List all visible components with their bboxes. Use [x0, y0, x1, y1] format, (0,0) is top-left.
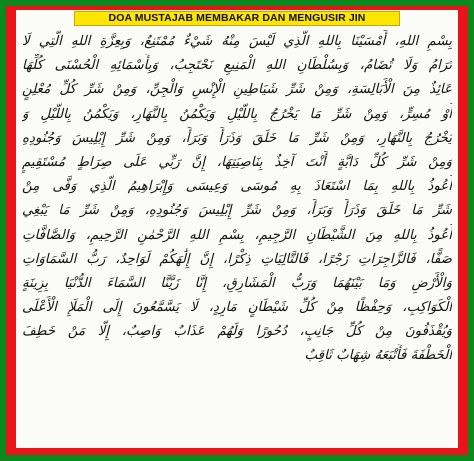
text-line: تُرَامُ وَلَا تُضَامُ، وَبِسُلْطَانِ اللهِ الْمَنِيعِ نَحْتَجِبُ، وَبِأَسْمَائِهِ الْحُسْنَى كُلِّهَا — [22, 58, 452, 74]
text-line: وَالْأَرْضِ وَمَا بَيْنَهُمَا وَرَبُّ الْمَشَارِقِ، إِنَّا زَيَّنَّا السَّمَاءَ الدُّنْيَا بِزِينَةٍ — [22, 275, 452, 291]
scanned-page — [16, 10, 458, 448]
page-title: DOA MUSTAJAB MEMBAKAR DAN MENGUSIR JIN — [74, 11, 400, 26]
text-line: أَوْ مُسِرٍّ، وَمِنْ شَرِّ مَا يَخْرُجُ بِاللَّيْلِ وَيَكْمُنُ بِالنَّهَارِ، وَيَكْمُنُ بِاللَّيْلِ وَ — [22, 106, 452, 122]
text-line: الْكَوَاكِبِ، وَحِفْظًا مِنْ كُلِّ شَيْطَانٍ مَارِدٍ، لَا يَسَّمَّعُونَ إِلَى الْمَلَإِ الْأَعْلَى — [22, 300, 452, 316]
text-line: أَعُوذُ بِاللهِ مِنَ الشَّيْطَانِ الرَّجِيمِ، بِسْمِ اللهِ الرَّحْمٰنِ الرَّحِيمِ، وَالصَّافَّاتِ — [22, 227, 452, 243]
text-line: صَفًّا، فَالزَّاجِرَاتِ زَجْرًا، فَالتَّالِيَاتِ ذِكْرًا، إِنَّ إِلَٰهَكُمْ لَوَاحِدٌ، رَبُّ السَّمَاوَاتِ — [22, 251, 452, 267]
text-line: الْخَطْفَةَ فَأَتْبَعَهُ شِهَابٌ ثَاقِبٌ — [304, 348, 452, 364]
text-line: شَرِّ مَا خَلَقَ وَذَرَأَ وَبَرَأَ، وَمِنْ شَرِّ إِبْلِيسَ وَجُنُودِهِ، وَمِنْ شَرِّ مَا يَبْغِي — [22, 203, 452, 219]
text-line: بِسْمِ اللهِ، أَمْسَيْنَا بِاللهِ الَّذِي لَيْسَ مِنْهُ شَيْءٌ مُمْتَنِعٌ، وَبِعِزَّةِ اللهِ الَّتِي لَا — [22, 34, 452, 49]
text-line: أَعُوذُ بِاللهِ بِمَا اسْتَعَاذَ بِهِ مُوسَى وَعِيسَى وَإِبْرَاهِيمُ الَّذِي وَفَّى مِنْ — [22, 179, 452, 195]
arabic-text-block — [22, 30, 452, 444]
text-line: عَائِذٌ مِنَ الْأَبَالِسَةِ، وَمِنْ شَرِّ شَيَاطِينِ الْإِنْسِ وَالْجِنِّ، وَمِنْ شَرِّ كُلِّ مُعْلِنٍ — [22, 82, 452, 98]
text-line: وَمِنْ شَرِّ كُلِّ دَابَّةٍ أَنْتَ آخِذٌ بِنَاصِيَتِهَا، إِنَّ رَبِّي عَلَى صِرَاطٍ مُسْتَقِيمٍ — [22, 154, 452, 170]
text-line: يَخْرُجُ بِالنَّهَارِ، وَمِنْ شَرِّ مَا خَلَقَ وَذَرَأَ وَبَرَأَ، وَمِنْ شَرِّ إِبْلِيسَ وَجُنُودِهِ — [22, 130, 452, 146]
text-line: وَيُقْذَفُونَ مِنْ كُلِّ جَانِبٍ، دُحُورًا وَلَهُمْ عَذَابٌ وَاصِبٌ، إِلَّا مَنْ خَطِفَ — [22, 324, 452, 340]
